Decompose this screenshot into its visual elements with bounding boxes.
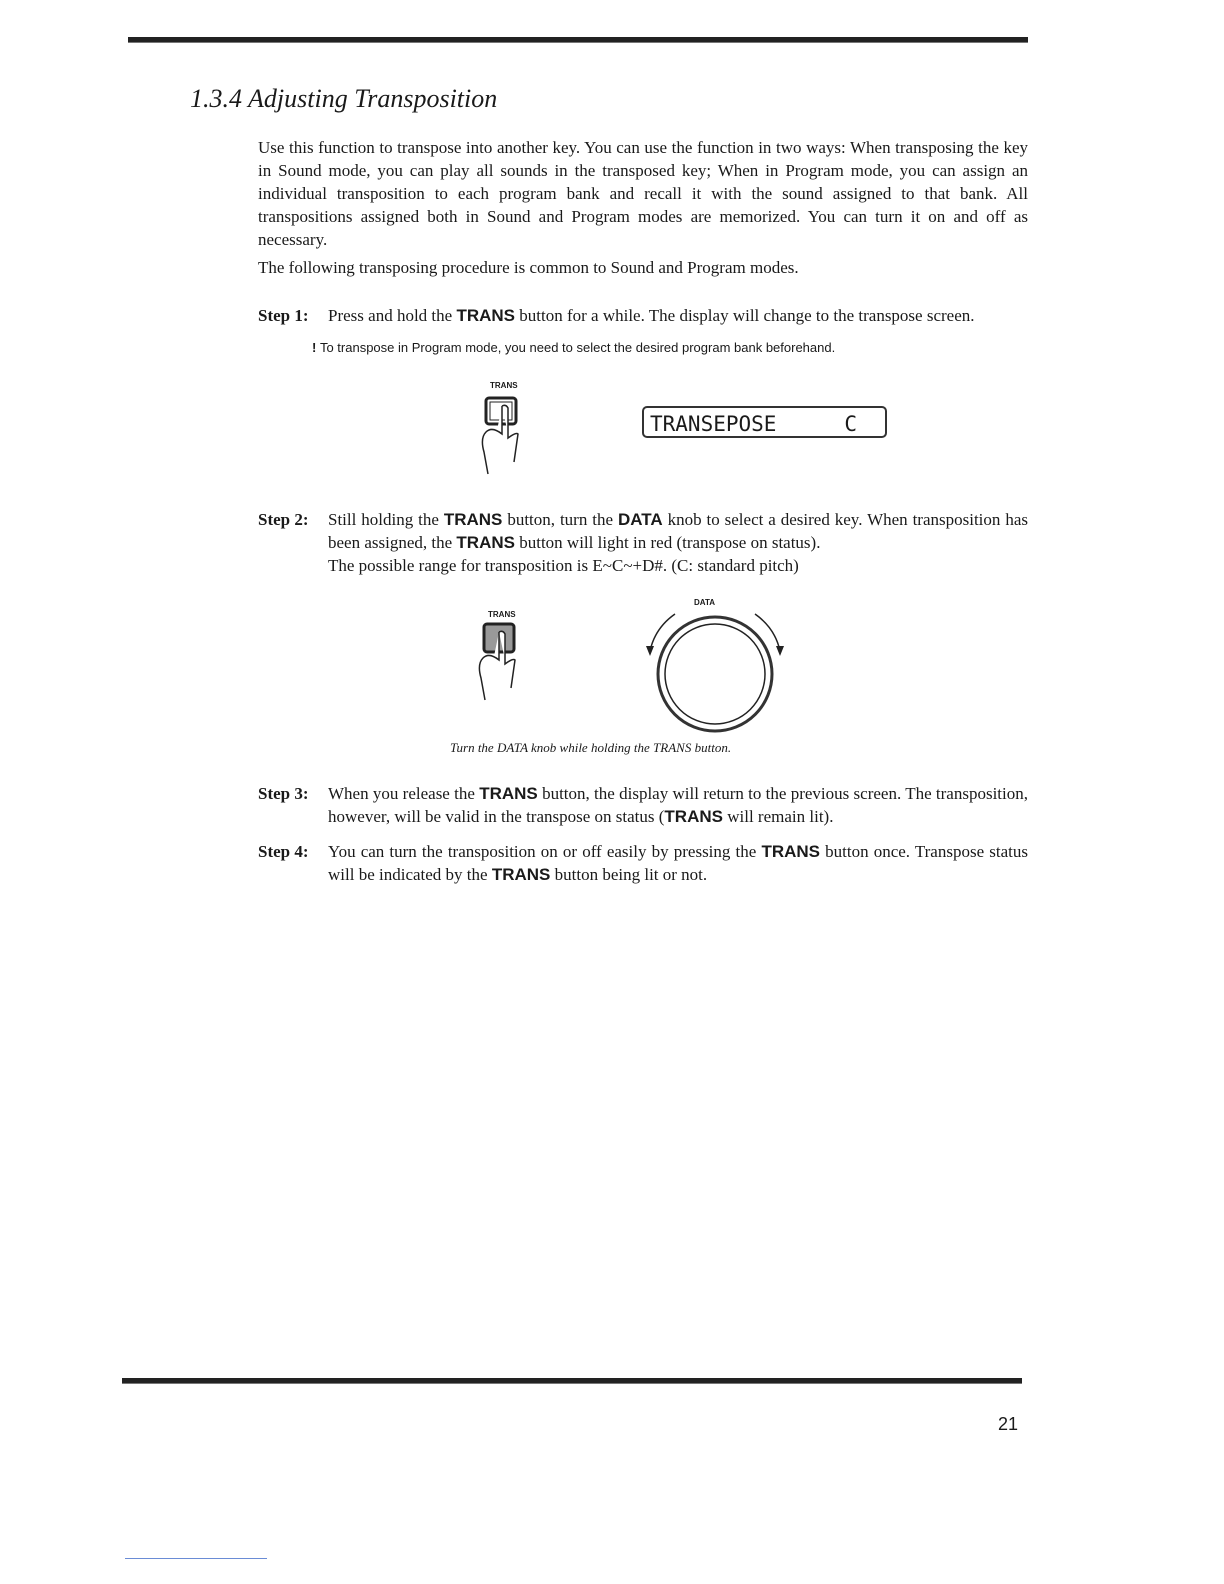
hand-pressing-button-icon [470, 392, 530, 482]
footnote-line [125, 1558, 267, 1559]
text: You can turn the transposition on or off easily by pressing the [328, 842, 762, 861]
section-heading: 1.3.4 Adjusting Transposition [190, 84, 498, 113]
page-number: 21 [998, 1414, 1019, 1434]
intro-paragraph: Use this function to transpose into another key. You can use the function in two ways: When transposing the key in Sound mode, you can play all sounds in the transposed key; When in Program mode, you can assign an individual transposition to each program bank and recall it with the sound assigned to that bank. All transpositions assigned both in Sound and Program modes are memorized. You can turn it on and off as necessary. [258, 138, 1028, 249]
text: button will light in red (transpose on status). [514, 533, 821, 552]
button-name: TRANS [491, 865, 551, 884]
data-knob-icon [640, 606, 790, 736]
button-name: TRANS [761, 842, 820, 861]
data-knob-label: DATA [694, 598, 716, 607]
step-1 [258, 304, 1028, 327]
step-3 [258, 782, 1028, 828]
text: button for a while. The display will change to the transpose screen. [515, 306, 975, 325]
text: button being lit or not. [550, 865, 708, 884]
step-label: Step 4: [258, 842, 309, 861]
exclamation-icon: ! [312, 340, 320, 355]
button-name: TRANS [664, 807, 723, 826]
bottom-rule [122, 1378, 1022, 1384]
text: Press and hold the [328, 306, 457, 325]
text: button, the display will return to the previous screen. The transposition, however, will be valid in the transpose on status ( [328, 784, 1029, 826]
step-label: Step 1: [258, 306, 309, 325]
step-2 [258, 508, 1028, 577]
lcd-value: C [844, 412, 857, 436]
button-name: TRANS [456, 533, 515, 552]
hand-pressing-lit-button-icon [466, 620, 526, 715]
text: When you release the [328, 784, 480, 803]
lcd-display [642, 406, 887, 438]
step-4 [258, 840, 1028, 886]
text: knob to select a desired key. When transposition has been assigned, the [328, 510, 1028, 552]
trans-button-label: TRANS [490, 381, 518, 390]
trans-button-label: TRANS [488, 610, 516, 619]
note [312, 340, 835, 355]
rotate-right-arrow-icon [755, 614, 780, 651]
text: Still holding the [328, 510, 444, 529]
text: button once. Transpose status will be indicated by the [328, 842, 1028, 884]
knob-name: DATA [617, 510, 663, 529]
text: The possible range for transposition is E~C~+D#. (C: standard pitch) [328, 556, 799, 575]
step-label: Step 2: [258, 510, 309, 529]
intro-paragraph-2: The following transposing procedure is common to Sound and Program modes. [258, 258, 799, 277]
text: will remain lit). [722, 807, 834, 826]
text: button, turn the [502, 510, 618, 529]
button-name: TRANS [443, 510, 503, 529]
lcd-text: TRANSEPOSE [650, 412, 777, 436]
button-name: TRANS [456, 306, 515, 325]
top-rule [128, 37, 1028, 43]
button-name: TRANS [479, 784, 538, 803]
rotate-left-arrow-icon [650, 614, 675, 651]
figure-caption: Turn the DATA knob while holding the TRANS button. [450, 740, 732, 755]
note-text: To transpose in Program mode, you need to select the desired program bank beforehand. [319, 340, 836, 355]
step-label: Step 3: [258, 784, 309, 803]
